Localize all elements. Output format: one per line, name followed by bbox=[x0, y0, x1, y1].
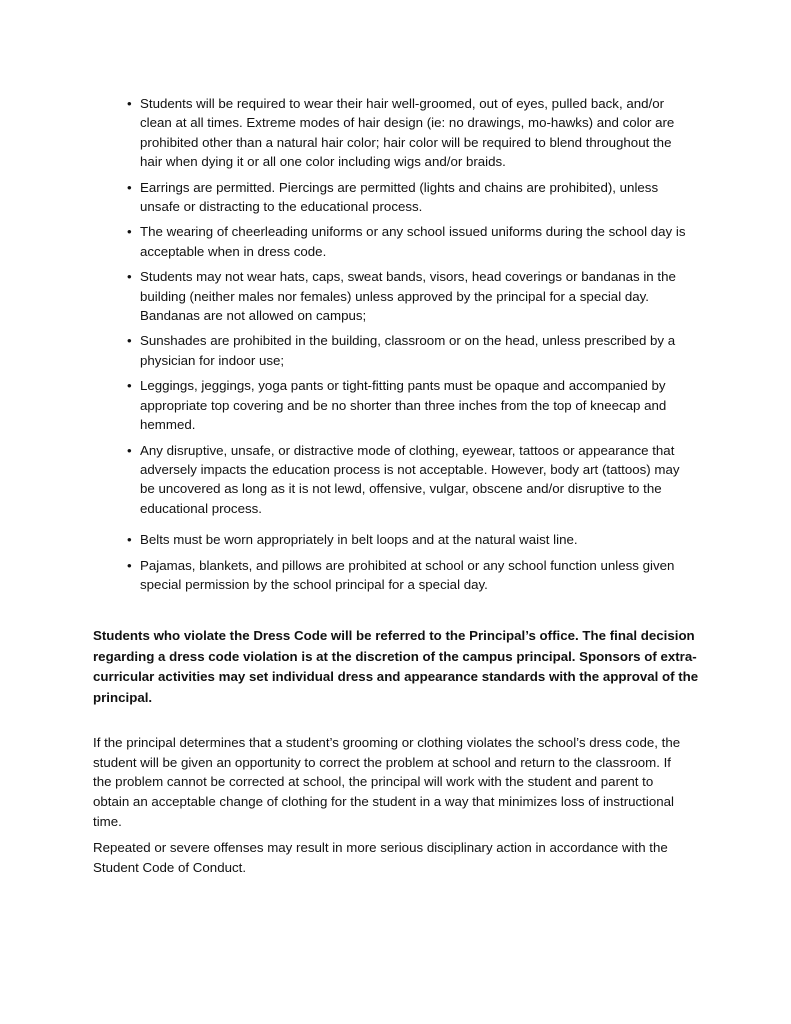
rule-sunshades: • Sunshades are prohibited in the building, classroom or on the head, unless prescribed by a physician for indoor use; bbox=[127, 331, 697, 370]
correction-procedure-paragraph: If the principal determines that a student’s grooming or clothing violates the school’s dress code, the student will be given an opportunity to correct the problem at school and return to the classroom. If the problem cannot be corrected at school, the principal will work with the student and parent to obtain an acceptable change of clothing for the student in a way that minimizes loss of instructional time. bbox=[93, 735, 681, 829]
rule-earrings-piercings: • Earrings are permitted. Piercings are permitted (lights and chains are prohibited), unless unsafe or distracting to the educational process. bbox=[127, 178, 697, 217]
repeated-offenses-paragraph: Repeated or severe offenses may result in more serious disciplinary action in accordance with the Student Code of Conduct. bbox=[93, 840, 668, 875]
violation-referral-notice: Students who violate the Dress Code will be referred to the Principal’s office. The final decision regarding a dress code violation is at the discretion of the campus principal. Sponsors of extra-curricular activities may set individual dress and appearance standards with the approval of the principal. bbox=[93, 628, 699, 705]
rule-belts: • Belts must be worn appropriately in belt loops and at the natural waist line. bbox=[127, 530, 697, 549]
rule-hair-grooming: • Students will be required to wear their hair well-groomed, out of eyes, pulled back, and/or clean at all times. Extreme modes of hair design (ie: no drawings, mo-hawks) and color are prohibited other than a natural hair color; hair color will be required to blend throughout the hair when dying it or all one color including wigs and/or braids. bbox=[127, 94, 697, 172]
rule-pajamas: • Pajamas, blankets, and pillows are prohibited at school or any school function unless given special permission by the school principal for a special day. bbox=[127, 556, 697, 595]
rule-disruptive-clothing: • Any disruptive, unsafe, or distractive mode of clothing, eyewear, tattoos or appearance that adversely impacts the education process is not acceptable. However, body art (tattoos) may be uncovered as long as it is not lewd, offensive, vulgar, obscene and/or disruptive to the educational process. bbox=[127, 441, 697, 519]
dress-code-rules-list bbox=[127, 94, 697, 600]
rule-cheerleading-uniforms: • The wearing of cheerleading uniforms or any school issued uniforms during the school day is acceptable when in dress code. bbox=[127, 222, 697, 261]
rule-hats-head-coverings: • Students may not wear hats, caps, sweat bands, visors, head coverings or bandanas in the building (neither males nor females) unless approved by the principal for a special day. Bandanas are not allowed on campus; bbox=[127, 267, 697, 325]
rule-leggings: • Leggings, jeggings, yoga pants or tight-fitting pants must be opaque and accompanied by appropriate top covering and be no shorter than three inches from the top of kneecap and hemmed. bbox=[127, 376, 697, 434]
